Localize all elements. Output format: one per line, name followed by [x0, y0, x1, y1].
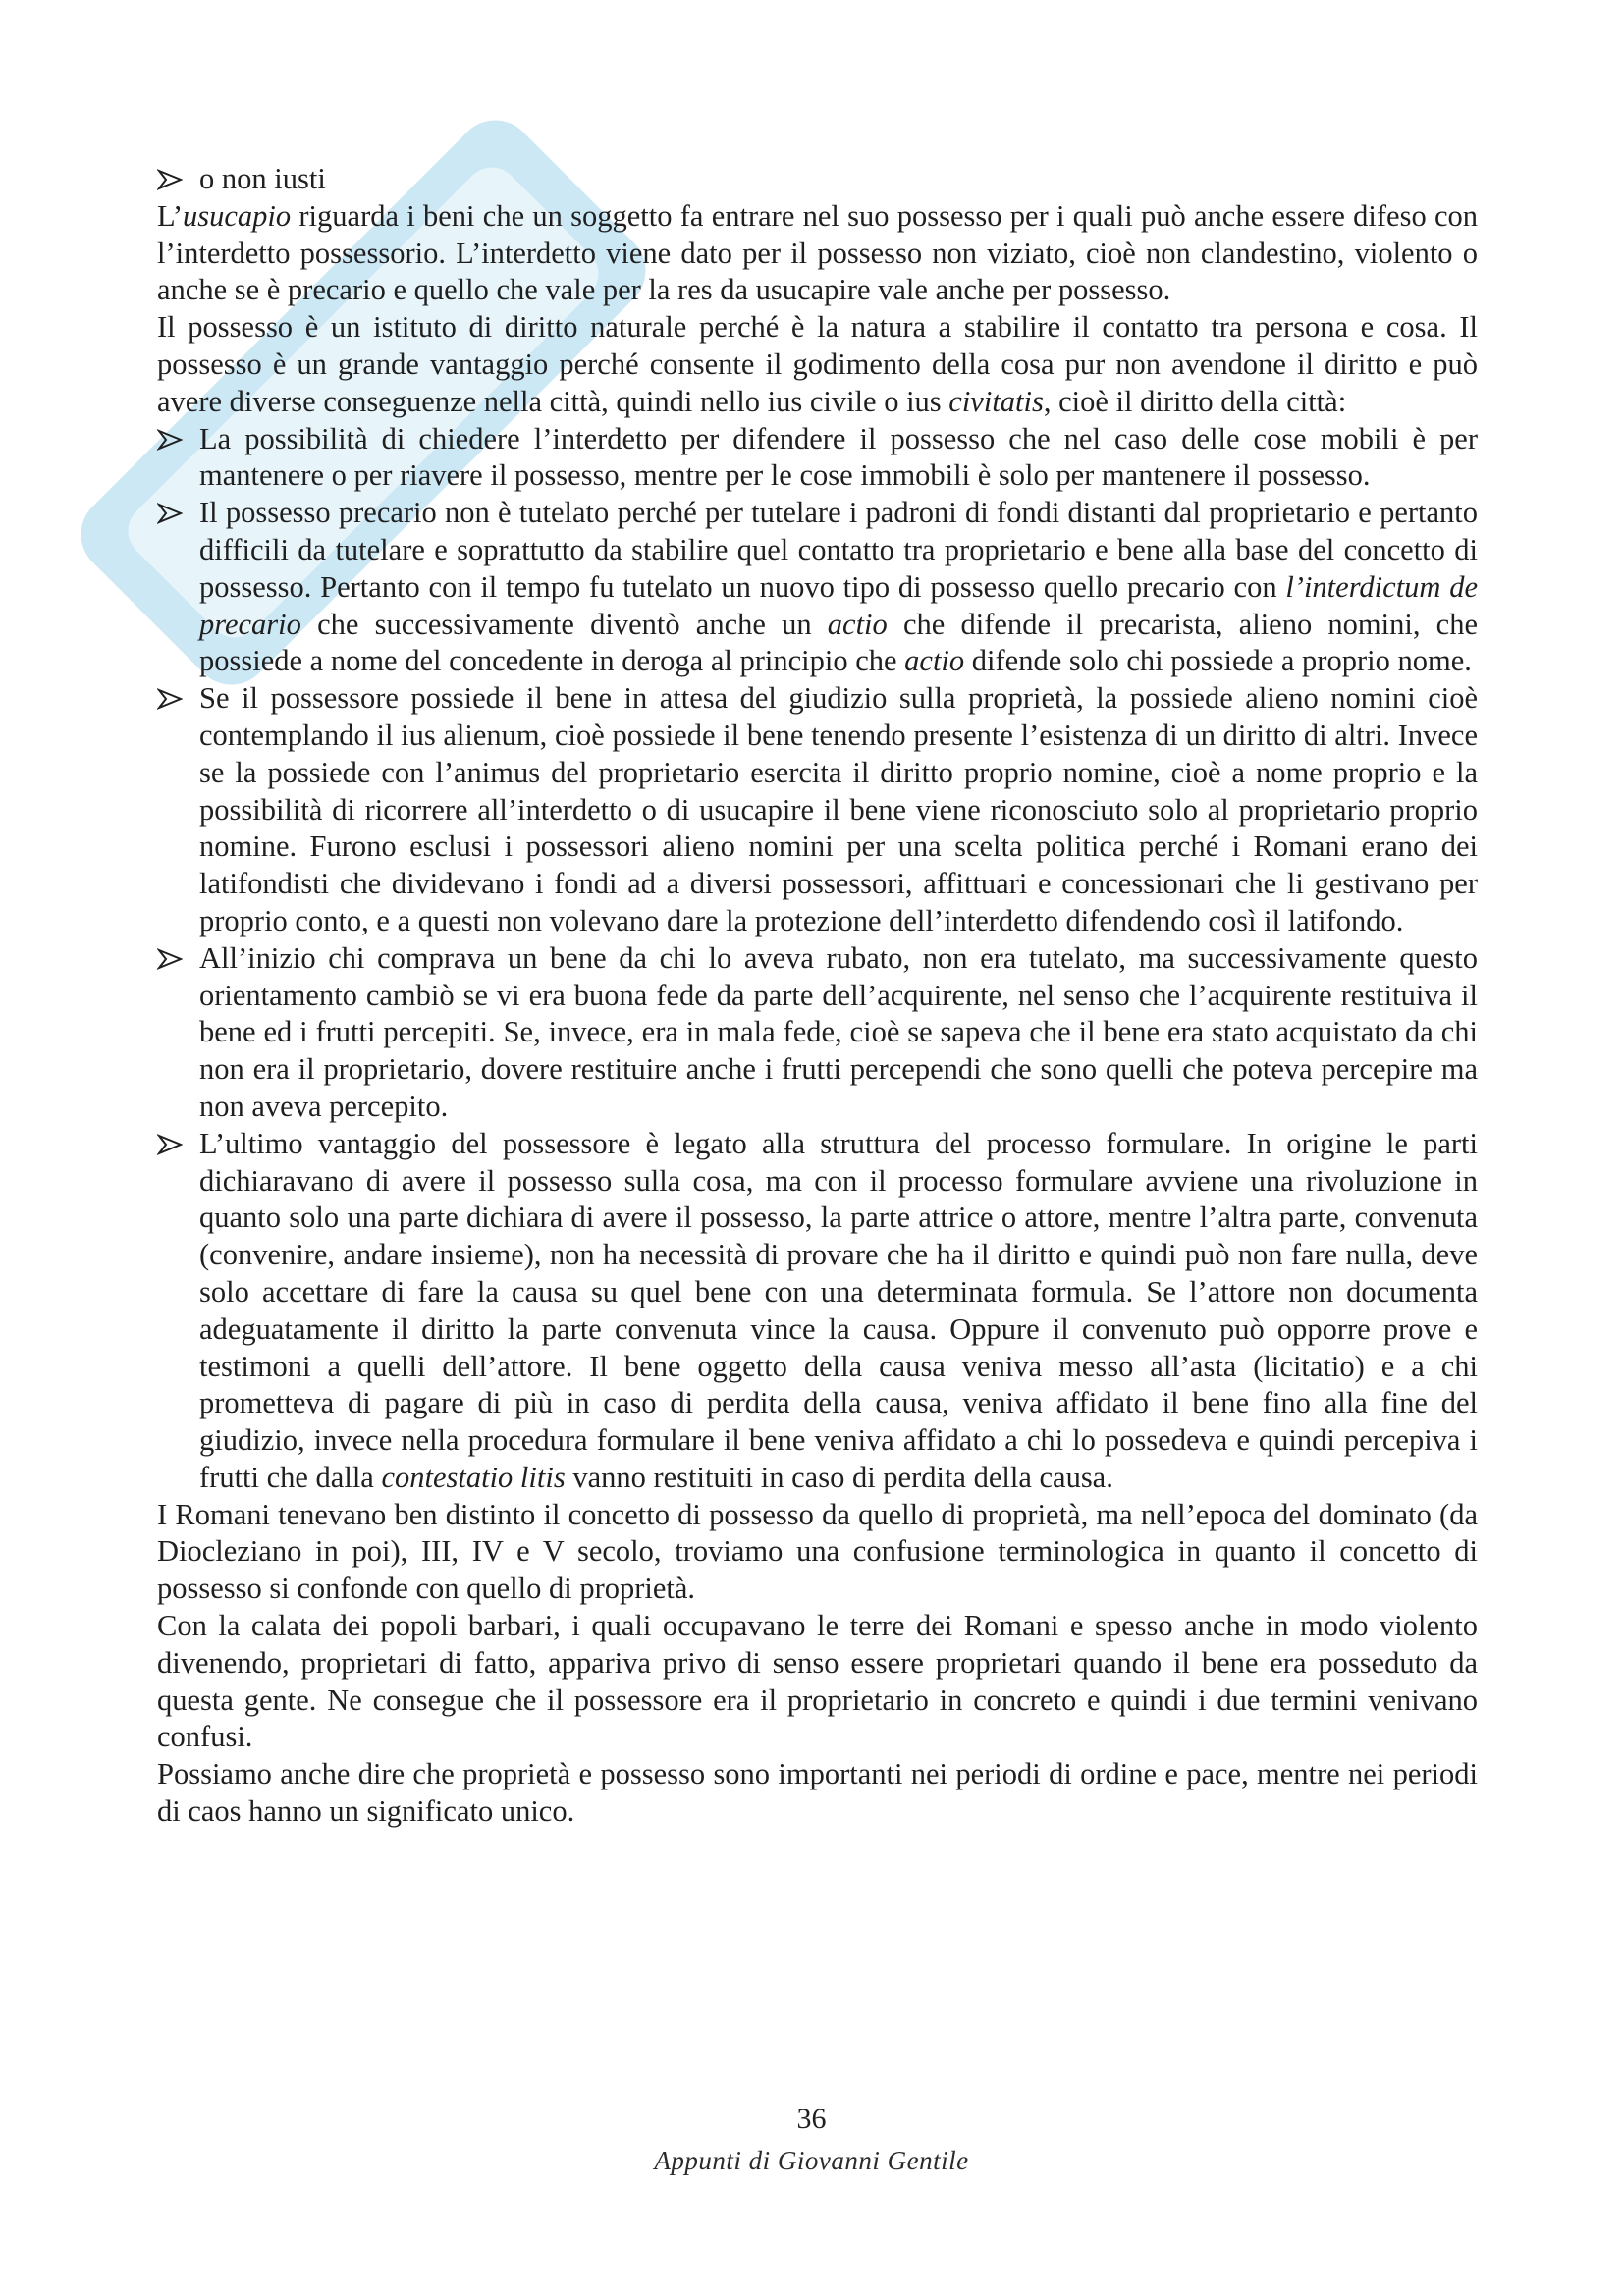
arrow-bullet-icon: [157, 429, 183, 451]
latin-term: l’interdictum de precario: [199, 569, 1478, 641]
latin-term: contestatio litis: [381, 1460, 566, 1494]
list-item: [157, 161, 1478, 198]
list-item-text: o non iusti: [199, 162, 326, 195]
arrow-bullet-icon: [157, 503, 183, 524]
list-item: [157, 680, 1478, 940]
arrow-bullet-icon: [157, 688, 183, 710]
paragraph: Possiamo anche dire che proprietà e possesso sono importanti nei periodi di ordine e pace, mentre nei periodi di caos hanno un significato unico.: [157, 1757, 1478, 1829]
paragraph: Il possesso è un istituto di diritto naturale perché è la natura a stabilire il contatto tra persona e cosa. Il possesso è un grande vantaggio perché consente il godimento della cosa pur non avendone il diritto e può avere diverse conseguenze nella città, quindi nello ius civile o ius civitatis, cioè il diritto della città:: [157, 310, 1478, 418]
latin-term: actio: [827, 607, 888, 641]
list-item-text: L’ultimo vantaggio del possessore è legato alla struttura del processo formulare. In origine le parti dichiaravano di avere il possesso sulla cosa, ma con il processo formulare avviene una rivoluzione in quanto solo una parte dichiara di avere il possesso, la parte attrice o attore, mentre l’altra parte, convenuta (convenire, andare insieme), non ha necessità di provare che ha il diritto e quindi può non fare nulla, deve solo accettare di fare la causa su quel bene con una determinata formula. Se l’attore non documenta adeguatamente il diritto la parte convenuta vince la causa. Oppure il convenuto può opporre prove e testimoni a quelli dell’attore. Il bene oggetto della causa veniva messo all’asta (licitatio) e a chi prometteva di pagare di più in caso di perdita della causa, veniva affidato il bene fino alla fine del giudizio, invece nella procedura formulare il bene veniva affidato a chi lo possedeva e quindi percepiva i frutti che dalla contestatio litis vanno restituiti in caso di perdita della causa.: [199, 1126, 1478, 1494]
arrow-bullet-icon: [157, 948, 183, 970]
paragraph: I Romani tenevano ben distinto il concetto di possesso da quello di proprietà, ma nell’epoca del dominato (da Diocleziano in poi), III, IV e V secolo, troviamo una confusione terminologica in quanto il concetto di possesso si confonde con quello di proprietà.: [157, 1497, 1478, 1606]
list-item: [157, 495, 1478, 680]
list-item-text: Il possesso precario non è tutelato perché per tutelare i padroni di fondi distanti dal proprietario e pertanto difficili da tutelare e soprattutto da stabilire quel contatto tra proprietario e bene alla base del concetto di possesso. Pertanto con il tempo fu tutelato un nuovo tipo di possesso quello precario con l’interdictum de precario che successivamente diventò anche un actio che difende il precarista, alieno nomini, che possiede a nome del concedente in deroga al principio che actio difende solo chi possiede a proprio nome.: [199, 496, 1478, 678]
list-item: [157, 940, 1478, 1126]
list-item-text: Se il possessore possiede il bene in attesa del giudizio sulla proprietà, la possiede alieno nomini cioè contemplando il ius alienum, cioè possiede il bene tenendo presente l’esistenza di un diritto di altri. Invece se la possiede con l’animus del proprietario esercita il diritto proprio nomine, cioè a nome proprio e la possibilità di ricorrere all’interdetto o di usucapire il bene viene riconosciuto solo al proprietario proprio nomine. Furono esclusi i possessori alieno nomini per una scelta politica perché i Romani erano dei latifondisti che dividevano i fondi ad a diversi possessori, affittuari e concessionari che li gestivano per proprio conto, e a questi non volevano dare la protezione dell’interdetto difendendo così il latifondo.: [199, 681, 1478, 937]
author-signature: Appunti di Giovanni Gentile: [654, 2146, 969, 2175]
latin-term: civitatis: [948, 384, 1044, 418]
list-item-text: La possibilità di chiedere l’interdetto per difendere il possesso che nel caso delle cose mobili è per mantenere o per riavere il possesso, mentre per le cose immobili è solo per mantenere il possesso.: [199, 421, 1478, 493]
arrow-bullet-icon: [157, 169, 183, 190]
list-item: [157, 421, 1478, 496]
paragraph: Con la calata dei popoli barbari, i quali occupavano le terre dei Romani e spesso anche in modo violento divenendo, proprietari di fatto, appariva privo di senso essere proprietari quando il bene era posseduto da questa gente. Ne consegue che il possessore era il proprietario in concreto e quindi i due termini venivano confusi.: [157, 1609, 1478, 1754]
list-item-text: All’inizio chi comprava un bene da chi lo aveva rubato, non era tutelato, ma successivamente questo orientamento cambiò se vi era buona fede da parte dell’acquirente, nel senso che l’acquirente restituiva il bene ed i frutti percepiti. Se, invece, era in mala fede, cioè se sapeva che il bene era stato acquistato da chi non era il proprietario, dovere restituire anche i frutti percependi che sono quelli che poteva percepire ma non aveva percepito.: [199, 940, 1478, 1123]
latin-term: actio: [904, 644, 965, 678]
document-body: [157, 161, 1478, 1831]
latin-term: usucapio: [183, 198, 292, 233]
list-item: [157, 1126, 1478, 1497]
page-number: 36: [796, 2103, 827, 2135]
arrow-bullet-icon: [157, 1134, 183, 1155]
paragraph: L’usucapio riguarda i beni che un soggetto fa entrare nel suo possesso per i quali può anche essere difeso con l’interdetto possessorio. L’interdetto viene dato per il possesso non viziato, cioè non clandestino, violento o anche se è precario e quello che vale per la res da usucapire vale anche per possesso.: [157, 198, 1478, 307]
